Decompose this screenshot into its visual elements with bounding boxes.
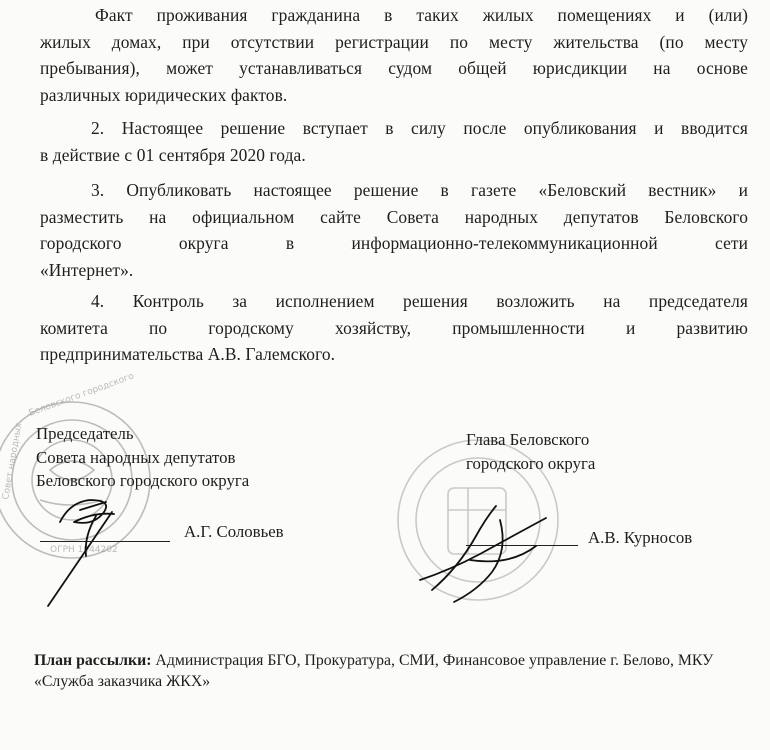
right-signatory-name: А.В. Курносов [588,528,693,547]
paragraph-line: Факт проживания гражданина в таких жилых помещениях и (или) [95,5,748,25]
paragraph-line: 4. Контроль за исполнением решения возложить на председателя [91,291,748,311]
paragraph-line: городского округа в информационно-телекоммуникационной сети [40,233,748,253]
signature-line-right [466,545,578,546]
left-signatory-name: А.Г. Соловьев [184,522,284,541]
paragraph-2 [40,115,748,168]
paragraph-4 [40,288,748,368]
distribution-list [34,650,734,692]
svg-text:Совет народных: Совет народных [1,422,25,501]
paragraph-line: жилых домах, при отсутствии регистрации по месту жительства (по месту [40,31,748,52]
distribution-label: План рассылки: [34,652,152,669]
paragraph-line: пребывания), может устанавливаться судом общей юрисдикции на основе [40,58,748,78]
signatory-title-line: Глава Беловского [466,430,590,449]
distribution-text: Администрация БГО, Прокуратура, СМИ, Финансовое управление г. Белово, МКУ «Служба заказчика ЖКХ» [34,652,714,690]
signature-line-left [40,541,170,542]
paragraph-3 [40,177,748,283]
paragraph-line: 3. Опубликовать настоящее решение в газете «Беловский вестник» и [91,180,748,200]
signatory-title-line: городского округа [466,453,596,473]
signatory-title-line: Беловского городского округа [36,471,250,490]
left-signature-block [36,422,249,493]
paragraph-line: 2. Настоящее решение вступает в силу после опубликования и вводится [91,118,748,138]
svg-text:Беловского городского: Беловского городского [27,371,136,419]
paragraph-1 [40,2,748,108]
signatory-title-line: Совета народных депутатов [36,447,236,467]
svg-text:ОГРН 1044202: ОГРН 1044202 [50,545,118,555]
paragraph-line: разместить на официальном сайте Совета народных депутатов Беловского [40,206,748,227]
signatory-title-line: Председатель [36,424,134,443]
paragraph-line: предпринимательства А.В. Галемского. [40,344,336,364]
paragraph-line: в действие с 01 сентября 2020 года. [40,144,306,165]
paragraph-line: «Интернет». [40,259,134,280]
paragraph-line: различных юридических фактов. [40,84,288,105]
paragraph-line: комитета по городскому хозяйству, промышленности и развитию [40,317,748,338]
right-signature-block [466,428,595,475]
